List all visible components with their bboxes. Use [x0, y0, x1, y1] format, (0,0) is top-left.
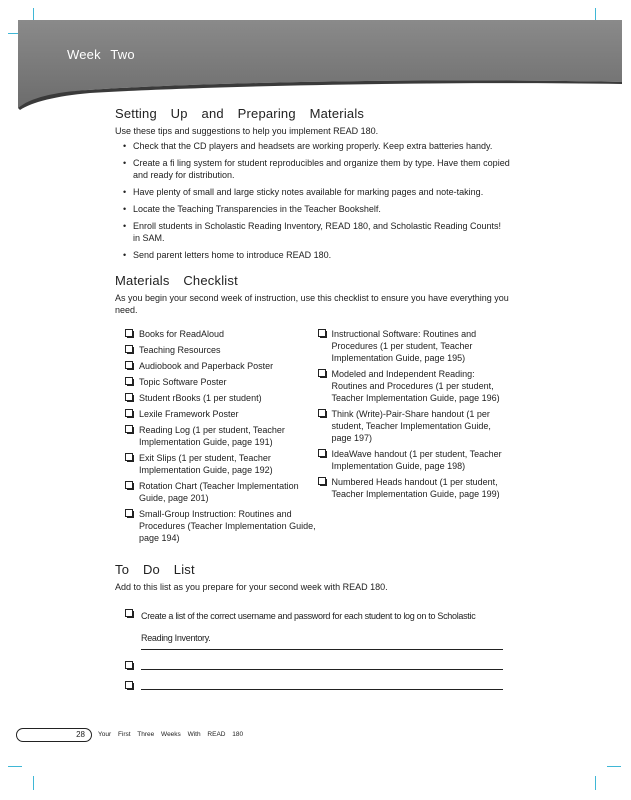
checklist-item-label: Reading Log (1 per student, Teacher Implementation Guide, page 191) [139, 425, 285, 447]
checklist-item-label: Lexile Framework Poster [139, 409, 239, 419]
crop-mark [8, 766, 22, 767]
page-number-pill [16, 728, 92, 742]
checklist-left-column [125, 328, 318, 548]
todo-item[interactable] [125, 676, 503, 690]
setup-intro: Use these tips and suggestions to help you implement READ 180. [115, 126, 379, 136]
todo-item[interactable] [125, 605, 503, 650]
checkbox-icon[interactable] [125, 661, 134, 670]
checklist-item-label: Exit Slips (1 per student, Teacher Implementation Guide, page 192) [139, 453, 273, 475]
header-band [18, 20, 622, 112]
list-item: • Have plenty of small and large sticky notes available for marking pages and note-taking. [123, 186, 510, 198]
todo-list [115, 605, 503, 690]
list-item: • Check that the CD players and headsets are working properly. Keep extra batteries handy. [123, 140, 510, 152]
tips-list [115, 140, 510, 261]
crop-mark [33, 776, 34, 790]
todo-intro: Add to this list as you prepare for your second week with READ 180. [115, 582, 388, 592]
checkbox-icon[interactable] [125, 393, 134, 402]
list-item: • Send parent letters home to introduce READ 180. [123, 249, 510, 261]
checkbox-icon[interactable] [125, 481, 134, 490]
checklist-item[interactable] [125, 452, 318, 476]
todo-item-label: Create a list of the correct username and password for each student to log on to Scholastic Reading Inventory. [141, 605, 503, 650]
checklist-columns [115, 328, 510, 548]
checklist-item[interactable] [125, 328, 318, 340]
checklist-item[interactable] [125, 360, 318, 372]
checkbox-icon[interactable] [125, 425, 134, 434]
checklist-item[interactable] [125, 376, 318, 388]
checkbox-icon[interactable] [318, 369, 327, 378]
checklist-item-label: Topic Software Poster [139, 377, 227, 387]
checklist-item[interactable] [125, 508, 318, 544]
checkbox-icon[interactable] [125, 345, 134, 354]
checklist-item[interactable] [125, 424, 318, 448]
checklist-intro: As you begin your second week of instruction, use this checklist to ensure you have everything you need. [115, 293, 509, 315]
checkbox-icon[interactable] [318, 477, 327, 486]
page-footer [16, 728, 256, 744]
checklist-item[interactable] [125, 408, 318, 420]
checklist-item[interactable] [318, 368, 511, 404]
todo-item-text [141, 605, 503, 650]
checkbox-icon[interactable] [318, 329, 327, 338]
list-item: • Create a fi ling system for student reproducibles and organize them by type. Have them copied and ready for distribution. [123, 157, 510, 181]
checkbox-icon[interactable] [125, 609, 134, 618]
page-number: 28 [76, 730, 85, 739]
checkbox-icon[interactable] [125, 681, 134, 690]
checklist-item-label: Audiobook and Paperback Poster [139, 361, 274, 371]
crop-mark [595, 776, 596, 790]
list-item: • Enroll students in Scholastic Reading Inventory, READ 180, and Scholastic Reading Counts! in SAM. [123, 220, 510, 244]
checkbox-icon[interactable] [318, 409, 327, 418]
checklist-item-label: Books for ReadAloud [139, 329, 225, 339]
checklist-item[interactable] [125, 392, 318, 404]
checklist-item[interactable] [318, 408, 511, 444]
todo-blank-line[interactable] [141, 656, 503, 670]
checklist-item-label: Modeled and Independent Reading: Routines and Procedures (1 per student, Teacher Implementation Guide, page 196) [331, 369, 500, 403]
todo-title: To Do List [115, 562, 195, 577]
checklist-item[interactable] [318, 328, 511, 364]
checklist-item[interactable] [125, 344, 318, 356]
checkbox-icon[interactable] [318, 449, 327, 458]
todo-item[interactable] [125, 656, 503, 670]
checklist-item-label: Think (Write)-Pair-Share handout (1 per student, Teacher Implementation Guide, page 197) [331, 409, 491, 443]
todo-blank-line[interactable] [141, 676, 503, 690]
main-content [115, 106, 510, 696]
checklist-item-label: Instructional Software: Routines and Procedures (1 per student, Teacher Implementation Guide, page 195) [331, 329, 477, 363]
checklist-item-label: Small-Group Instruction: Routines and Procedures (Teacher Implementation Guide, page 194) [139, 509, 316, 543]
checkbox-icon[interactable] [125, 361, 134, 370]
checklist-item-label: IdeaWave handout (1 per student, Teacher Implementation Guide, page 198) [331, 449, 502, 471]
checklist-item-label: Teaching Resources [139, 345, 221, 355]
week-label: Week Two [67, 47, 135, 62]
checkbox-icon[interactable] [125, 409, 134, 418]
checklist-item-label: Numbered Heads handout (1 per student, Teacher Implementation Guide, page 199) [331, 477, 500, 499]
checklist-item-label: Rotation Chart (Teacher Implementation Guide, page 201) [139, 481, 299, 503]
checklist-item[interactable] [318, 476, 511, 500]
checkbox-icon[interactable] [125, 329, 134, 338]
checkbox-icon[interactable] [125, 453, 134, 462]
checkbox-icon[interactable] [125, 377, 134, 386]
checklist-title: Materials Checklist [115, 273, 238, 288]
setup-title: Setting Up and Preparing Materials [115, 106, 365, 121]
checklist-item[interactable] [318, 448, 511, 472]
crop-mark [607, 766, 621, 767]
checklist-item[interactable] [125, 480, 318, 504]
checklist-right-column [318, 328, 511, 548]
list-item: • Locate the Teaching Transparencies in the Teacher Bookshelf. [123, 203, 510, 215]
checkbox-icon[interactable] [125, 509, 134, 518]
checklist-item-label: Student rBooks (1 per student) [139, 393, 262, 403]
book-title: Your First Three Weeks With READ 180 [98, 731, 244, 738]
